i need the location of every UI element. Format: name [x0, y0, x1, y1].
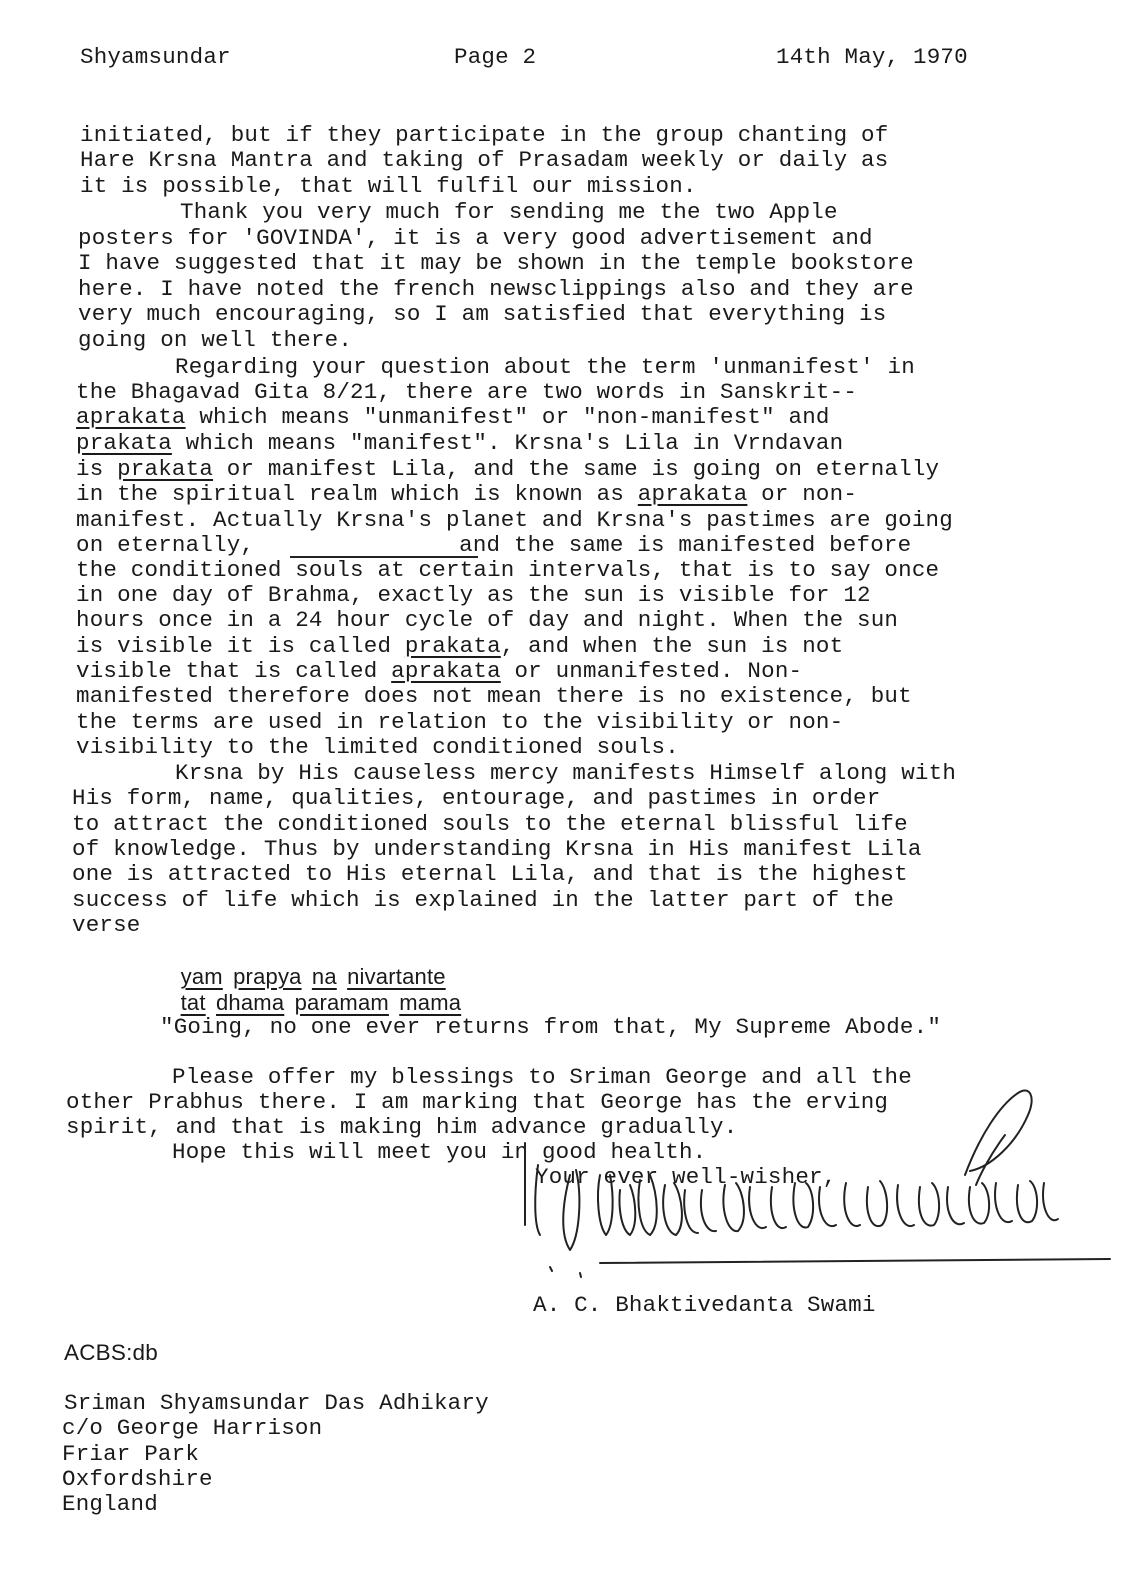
verse-word: nivartante — [347, 964, 446, 989]
body-line: very much encouraging, so I am satisfied that everything is — [78, 301, 887, 327]
header-recipient: Shyamsundar — [80, 44, 231, 70]
body-line — [76, 633, 843, 659]
verse-line — [160, 964, 461, 1016]
body-line: other Prabhus there. I am marking that George has the erving — [66, 1089, 889, 1115]
line-text: on eternally, — [76, 532, 255, 558]
body-line: it is possible, that will fulfil our mission. — [80, 173, 697, 199]
verse-word: mama — [399, 990, 462, 1015]
line-text: is — [76, 456, 118, 482]
body-line: Krsna by His causeless mercy manifests Himself along with — [175, 760, 957, 786]
body-line: spirit, and that is making him advance gradually. — [66, 1114, 738, 1140]
address-line: c/o George Harrison — [62, 1415, 323, 1441]
body-line: His form, name, qualities, entourage, and pastimes in order — [72, 785, 881, 811]
term-aprakata: aprakata — [637, 481, 748, 507]
address-line: Oxfordshire — [62, 1466, 213, 1492]
term-aprakata: aprakata — [391, 658, 501, 684]
verse-translation: "Going, no one ever returns from that, My Supreme Abode." — [160, 1014, 942, 1040]
body-line: the Bhagavad Gita 8/21, there are two words in Sanskrit-- — [76, 379, 858, 405]
body-line: Regarding your question about the term 'unmanifest' in — [175, 354, 915, 380]
line-text: or unmanifested. Non- — [500, 658, 803, 684]
body-line — [76, 456, 939, 482]
term-prakata: prakata — [117, 456, 214, 482]
body-line: manifest. Actually Krsna's planet and Krsna's pastimes are going — [76, 507, 953, 533]
body-line: verse — [72, 912, 141, 938]
line-text: which means "manifest". Krsna's Lila in Vrndavan — [171, 430, 844, 456]
address-line: Friar Park — [62, 1441, 200, 1467]
body-line: Hope this will meet you in good health. — [172, 1139, 707, 1165]
signature-name: A. C. Bhaktivedanta Swami — [533, 1292, 876, 1318]
line-text: visible that is called — [76, 658, 392, 684]
term-prakata: prakata — [404, 633, 501, 659]
body-line: to attract the conditioned souls to the eternal blissful life — [72, 811, 908, 837]
reference-initials: ACBS:db — [64, 1340, 158, 1365]
handwritten-signature — [510, 1075, 1120, 1285]
body-line — [76, 481, 857, 507]
address-line: England — [62, 1491, 158, 1517]
body-line: hours once in a 24 hour cycle of day and night. When the sun — [76, 607, 899, 633]
term-prakata: prakata — [76, 430, 172, 456]
body-line: Thank you very much for sending me the two Apple — [180, 199, 838, 225]
body-line: posters for 'GOVINDA', it is a very good advertisement and — [78, 225, 873, 251]
header-date: 14th May, 1970 — [776, 44, 968, 70]
line-text: is visible it is called — [76, 633, 405, 659]
verse-word: prapya — [233, 964, 302, 989]
body-line: going on well there. — [78, 327, 353, 353]
header-page: Page 2 — [454, 44, 537, 70]
line-text: in the spiritual realm which is known as — [76, 481, 638, 507]
body-line: initiated, but if they participate in the group chanting of — [80, 122, 889, 148]
body-line — [76, 532, 911, 558]
closing: Your ever well-wisher, — [535, 1164, 837, 1190]
body-line: Please offer my blessings to Sriman George and all the — [172, 1064, 912, 1090]
body-line — [76, 658, 802, 684]
verse-word: paramam — [294, 990, 389, 1015]
body-line — [76, 430, 843, 456]
line-text: and the same is manifested before — [459, 532, 912, 558]
body-line: manifested therefore does not mean there is no existence, but — [76, 683, 912, 709]
line-text: which means "unmanifest" or "non-manifest" and — [185, 404, 830, 430]
body-line: Hare Krsna Mantra and taking of Prasadam weekly or daily as — [80, 147, 889, 173]
body-line: the terms are used in relation to the visibility or non- — [76, 709, 844, 735]
body-line: of knowledge. Thus by understanding Krsna in His manifest Lila — [72, 836, 922, 862]
body-line — [76, 404, 830, 430]
body-line: here. I have noted the french newsclippings also and they are — [78, 276, 914, 302]
body-line: visibility to the limited conditioned souls. — [76, 734, 679, 760]
body-line: success of life which is explained in the latter part of the — [72, 887, 895, 913]
line-text: or non- — [747, 481, 858, 507]
verse-word: yam — [180, 964, 223, 989]
line-text: or manifest Lila, and the same is going on eternally — [213, 456, 940, 482]
verse-word: na — [311, 964, 337, 989]
verse-word: dhama — [216, 990, 285, 1015]
verse-word: tat — [180, 990, 206, 1015]
body-line: one is attracted to His eternal Lila, and that is the highest — [72, 861, 908, 887]
line-text: , and when the sun is not — [500, 633, 844, 659]
body-line: in one day of Brahma, exactly as the sun is visible for 12 — [76, 582, 871, 608]
body-line: I have suggested that it may be shown in the temple bookstore — [78, 250, 914, 276]
address-line: Sriman Shyamsundar Das Adhikary — [64, 1390, 489, 1416]
term-aprakata: aprakata — [76, 404, 186, 430]
body-line: the conditioned souls at certain intervals, that is to say once — [76, 557, 940, 583]
